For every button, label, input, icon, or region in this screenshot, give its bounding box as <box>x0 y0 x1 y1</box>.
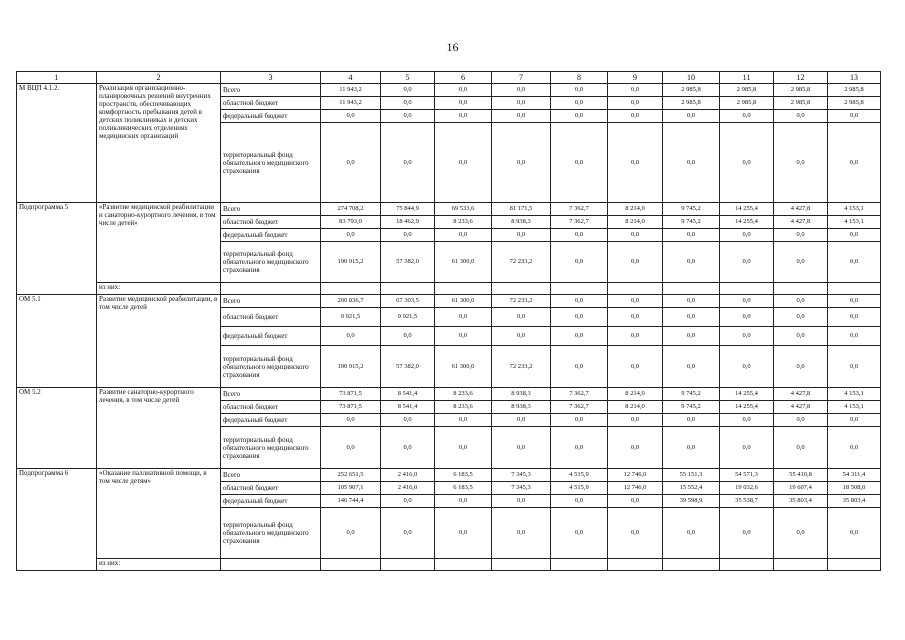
amount-cell: 0,0 <box>720 346 774 388</box>
funding-source: областной бюджет <box>221 482 321 495</box>
amount-cell: 0,0 <box>321 327 381 346</box>
amount-cell: 7 362,7 <box>551 388 608 401</box>
empty-cell <box>321 283 381 295</box>
amount-cell: 0,0 <box>551 414 608 427</box>
amount-cell: 2 985,8 <box>774 84 828 97</box>
program-code: Подпрограмма 5 <box>17 203 97 295</box>
empty-cell <box>608 559 663 571</box>
amount-cell: 105 907,1 <box>321 482 381 495</box>
amount-cell: 73 871,5 <box>321 388 381 401</box>
amount-cell: 61 300,0 <box>435 346 492 388</box>
funding-source: территориальный фонд обязательного медицинского страхования <box>221 427 321 469</box>
amount-cell: 0,0 <box>321 427 381 469</box>
amount-cell: 0,0 <box>435 414 492 427</box>
amount-cell: 14 255,4 <box>720 388 774 401</box>
amount-cell: 4 153,1 <box>828 203 881 216</box>
amount-cell: 0,0 <box>774 123 828 203</box>
empty-cell <box>720 283 774 295</box>
amount-cell: 35 803,4 <box>828 495 881 508</box>
empty-cell <box>435 559 492 571</box>
amount-cell: 0,0 <box>608 495 663 508</box>
amount-cell: 7 345,3 <box>492 482 551 495</box>
amount-cell: 39 598,9 <box>663 495 720 508</box>
amount-cell: 146 744,4 <box>321 495 381 508</box>
amount-cell: 0,0 <box>663 508 720 559</box>
empty-cell <box>492 559 551 571</box>
amount-cell: 0,0 <box>551 123 608 203</box>
amount-cell: 2 416,0 <box>381 469 435 482</box>
amount-cell: 0,0 <box>774 427 828 469</box>
amount-cell: 4 153,1 <box>828 216 881 229</box>
amount-cell: 57 382,0 <box>381 346 435 388</box>
amount-cell: 0,0 <box>663 346 720 388</box>
empty-cell <box>492 283 551 295</box>
amount-cell: 54 311,4 <box>828 469 881 482</box>
program-name: «Развитие медицинской реабилитации и санаторно-курортного лечения, в том числе детей» <box>97 203 221 283</box>
column-header: 3 <box>221 72 321 84</box>
amount-cell: 19 607,4 <box>774 482 828 495</box>
funding-source: областной бюджет <box>221 308 321 327</box>
amount-cell: 4 427,8 <box>774 401 828 414</box>
amount-cell: 0,0 <box>608 508 663 559</box>
amount-cell: 0,0 <box>435 495 492 508</box>
empty-cell <box>720 559 774 571</box>
funding-source: Всего <box>221 203 321 216</box>
amount-cell: 2 985,8 <box>774 97 828 110</box>
amount-cell: 0,0 <box>663 229 720 242</box>
amount-cell: 8 233,6 <box>435 388 492 401</box>
amount-cell: 8 541,4 <box>381 388 435 401</box>
amount-cell: 4 427,8 <box>774 388 828 401</box>
amount-cell: 0,0 <box>492 508 551 559</box>
funding-source: областной бюджет <box>221 97 321 110</box>
amount-cell: 54 571,3 <box>720 469 774 482</box>
amount-cell: 0,0 <box>663 308 720 327</box>
funding-source: федеральный бюджет <box>221 110 321 123</box>
empty-cell <box>774 559 828 571</box>
amount-cell: 9 921,5 <box>381 308 435 327</box>
amount-cell: 0,0 <box>828 508 881 559</box>
amount-cell: 0,0 <box>774 508 828 559</box>
amount-cell: 9 921,5 <box>321 308 381 327</box>
empty-cell <box>381 559 435 571</box>
amount-cell: 0,0 <box>435 229 492 242</box>
funding-source: Всего <box>221 84 321 97</box>
amount-cell: 0,0 <box>828 123 881 203</box>
amount-cell: 0,0 <box>381 110 435 123</box>
amount-cell: 12 746,0 <box>608 469 663 482</box>
amount-cell: 274 708,2 <box>321 203 381 216</box>
amount-cell: 0,0 <box>551 229 608 242</box>
amount-cell: 252 651,5 <box>321 469 381 482</box>
empty-cell <box>381 283 435 295</box>
amount-cell: 2 416,0 <box>381 482 435 495</box>
amount-cell: 0,0 <box>828 110 881 123</box>
amount-cell: 2 985,8 <box>828 84 881 97</box>
amount-cell: 14 255,4 <box>720 203 774 216</box>
amount-cell: 0,0 <box>608 427 663 469</box>
amount-cell: 7 362,7 <box>551 401 608 414</box>
amount-cell: 72 233,2 <box>492 295 551 308</box>
amount-cell: 0,0 <box>608 327 663 346</box>
amount-cell: 0,0 <box>492 229 551 242</box>
funding-source: областной бюджет <box>221 401 321 414</box>
amount-cell: 0,0 <box>551 495 608 508</box>
amount-cell: 67 303,5 <box>381 295 435 308</box>
amount-cell: 0,0 <box>720 229 774 242</box>
amount-cell: 7 362,7 <box>551 203 608 216</box>
column-header: 2 <box>97 72 221 84</box>
program-name: Реализация организационно-планировочных решений внутренних пространств, обеспечивающих комфортность пребывания детей в детских поликлиниках и детских поликлинических отделениях медицинских организаций <box>97 84 221 203</box>
empty-cell <box>774 283 828 295</box>
amount-cell: 0,0 <box>435 508 492 559</box>
amount-cell: 0,0 <box>720 427 774 469</box>
amount-cell: 0,0 <box>663 123 720 203</box>
amount-cell: 0,0 <box>492 123 551 203</box>
column-header: 13 <box>828 72 881 84</box>
amount-cell: 8 214,0 <box>608 401 663 414</box>
program-name: Развитие медицинской реабилитации, в том числе детей <box>97 295 221 388</box>
amount-cell: 0,0 <box>608 308 663 327</box>
amount-cell: 0,0 <box>381 495 435 508</box>
amount-cell: 0,0 <box>551 327 608 346</box>
amount-cell: 0,0 <box>608 229 663 242</box>
funding-source: федеральный бюджет <box>221 229 321 242</box>
amount-cell: 0,0 <box>381 427 435 469</box>
amount-cell: 0,0 <box>381 123 435 203</box>
amount-cell: 0,0 <box>608 97 663 110</box>
funding-source: территориальный фонд обязательного медицинского страхования <box>221 242 321 283</box>
amount-cell: 0,0 <box>828 346 881 388</box>
amount-cell: 0,0 <box>551 508 608 559</box>
funding-source: федеральный бюджет <box>221 495 321 508</box>
amount-cell: 2 985,8 <box>720 97 774 110</box>
amount-cell: 0,0 <box>492 327 551 346</box>
amount-cell: 4 515,9 <box>551 469 608 482</box>
table-row <box>17 388 881 401</box>
amount-cell: 9 745,2 <box>663 216 720 229</box>
amount-cell: 81 171,5 <box>492 203 551 216</box>
funding-source: территориальный фонд обязательного медицинского страхования <box>221 346 321 388</box>
amount-cell: 4 515,9 <box>551 482 608 495</box>
amount-cell: 0,0 <box>608 123 663 203</box>
amount-cell: 0,0 <box>663 427 720 469</box>
amount-cell: 0,0 <box>551 242 608 283</box>
amount-cell: 2 985,8 <box>828 97 881 110</box>
empty-cell <box>221 283 321 295</box>
amount-cell: 0,0 <box>608 242 663 283</box>
amount-cell: 0,0 <box>381 327 435 346</box>
amount-cell: 4 427,8 <box>774 203 828 216</box>
amount-cell: 61 300,0 <box>435 242 492 283</box>
amount-cell: 0,0 <box>551 84 608 97</box>
amount-cell: 0,0 <box>381 414 435 427</box>
empty-cell <box>435 283 492 295</box>
amount-cell: 4 153,1 <box>828 401 881 414</box>
empty-cell <box>551 559 608 571</box>
empty-cell <box>663 283 720 295</box>
column-header: 12 <box>774 72 828 84</box>
funding-source: федеральный бюджет <box>221 327 321 346</box>
note-row <box>17 283 881 295</box>
amount-cell: 18 462,9 <box>381 216 435 229</box>
amount-cell: 0,0 <box>321 110 381 123</box>
amount-cell: 0,0 <box>435 84 492 97</box>
amount-cell: 4 153,1 <box>828 388 881 401</box>
table-row <box>17 203 881 216</box>
amount-cell: 15 552,4 <box>663 482 720 495</box>
amount-cell: 14 255,4 <box>720 216 774 229</box>
column-header: 6 <box>435 72 492 84</box>
header-row <box>17 72 881 84</box>
amount-cell: 0,0 <box>381 229 435 242</box>
amount-cell: 0,0 <box>551 110 608 123</box>
amount-cell: 0,0 <box>435 123 492 203</box>
amount-cell: 0,0 <box>608 110 663 123</box>
column-header: 5 <box>381 72 435 84</box>
amount-cell: 0,0 <box>608 346 663 388</box>
amount-cell: 0,0 <box>492 110 551 123</box>
amount-cell: 0,0 <box>492 414 551 427</box>
amount-cell: 0,0 <box>663 327 720 346</box>
amount-cell: 8 233,6 <box>435 401 492 414</box>
amount-cell: 0,0 <box>381 84 435 97</box>
amount-cell: 6 183,5 <box>435 482 492 495</box>
amount-cell: 8 938,3 <box>492 401 551 414</box>
amount-cell: 11 943,2 <box>321 84 381 97</box>
table-row <box>17 469 881 482</box>
amount-cell: 0,0 <box>774 327 828 346</box>
amount-cell: 0,0 <box>720 123 774 203</box>
amount-cell: 0,0 <box>828 414 881 427</box>
amount-cell: 0,0 <box>321 414 381 427</box>
amount-cell: 190 915,2 <box>321 346 381 388</box>
budget-table <box>16 71 881 571</box>
amount-cell: 18 508,0 <box>828 482 881 495</box>
amount-cell: 0,0 <box>321 229 381 242</box>
column-header: 4 <box>321 72 381 84</box>
amount-cell: 7 345,3 <box>492 469 551 482</box>
amount-cell: 11 943,2 <box>321 97 381 110</box>
amount-cell: 0,0 <box>608 84 663 97</box>
amount-cell: 0,0 <box>492 84 551 97</box>
amount-cell: 0,0 <box>828 242 881 283</box>
funding-source: территориальный фонд обязательного медицинского страхования <box>221 123 321 203</box>
amount-cell: 83 793,0 <box>321 216 381 229</box>
amount-cell: 0,0 <box>381 508 435 559</box>
amount-cell: 0,0 <box>720 508 774 559</box>
amount-cell: 73 871,5 <box>321 401 381 414</box>
amount-cell: 0,0 <box>774 110 828 123</box>
amount-cell: 0,0 <box>774 242 828 283</box>
amount-cell: 0,0 <box>720 327 774 346</box>
amount-cell: 2 985,8 <box>663 97 720 110</box>
amount-cell: 0,0 <box>435 97 492 110</box>
amount-cell: 0,0 <box>774 229 828 242</box>
amount-cell: 0,0 <box>663 110 720 123</box>
empty-cell <box>221 559 321 571</box>
amount-cell: 0,0 <box>551 295 608 308</box>
amount-cell: 0,0 <box>720 242 774 283</box>
amount-cell: 0,0 <box>663 414 720 427</box>
amount-cell: 0,0 <box>551 427 608 469</box>
amount-cell: 0,0 <box>492 97 551 110</box>
program-code: ОМ 5.2 <box>17 388 97 469</box>
amount-cell: 0,0 <box>435 327 492 346</box>
amount-cell: 72 233,2 <box>492 346 551 388</box>
amount-cell: 0,0 <box>492 495 551 508</box>
amount-cell: 0,0 <box>720 295 774 308</box>
note-row <box>17 559 881 571</box>
amount-cell: 0,0 <box>492 308 551 327</box>
amount-cell: 61 300,0 <box>435 295 492 308</box>
amount-cell: 57 382,0 <box>381 242 435 283</box>
empty-cell <box>663 559 720 571</box>
amount-cell: 0,0 <box>321 508 381 559</box>
amount-cell: 0,0 <box>551 308 608 327</box>
amount-cell: 9 745,2 <box>663 203 720 216</box>
amount-cell: 4 427,8 <box>774 216 828 229</box>
amount-cell: 0,0 <box>774 414 828 427</box>
amount-cell: 0,0 <box>381 97 435 110</box>
amount-cell: 8 214,0 <box>608 203 663 216</box>
amount-cell: 6 183,5 <box>435 469 492 482</box>
amount-cell: 0,0 <box>720 308 774 327</box>
amount-cell: 0,0 <box>828 327 881 346</box>
amount-cell: 9 745,2 <box>663 388 720 401</box>
page-number: 16 <box>446 40 459 54</box>
amount-cell: 0,0 <box>720 110 774 123</box>
amount-cell: 0,0 <box>828 308 881 327</box>
amount-cell: 200 836,7 <box>321 295 381 308</box>
funding-source: областной бюджет <box>221 216 321 229</box>
amount-cell: 2 985,8 <box>720 84 774 97</box>
amount-cell: 0,0 <box>774 308 828 327</box>
column-header: 9 <box>608 72 663 84</box>
empty-cell <box>551 283 608 295</box>
program-name: Развитие санаторно-курортного лечения, в том числе детей <box>97 388 221 469</box>
amount-cell: 35 538,7 <box>720 495 774 508</box>
amount-cell: 0,0 <box>828 427 881 469</box>
amount-cell: 0,0 <box>551 97 608 110</box>
amount-cell: 0,0 <box>663 295 720 308</box>
program-name: «Оказание паллиативной помощи, в том числе детям» <box>97 469 221 559</box>
funding-source: территориальный фонд обязательного медицинского страхования <box>221 508 321 559</box>
amount-cell: 9 745,2 <box>663 401 720 414</box>
amount-cell: 0,0 <box>774 295 828 308</box>
amount-cell: 12 746,0 <box>608 482 663 495</box>
note-label: из них: <box>97 283 221 295</box>
column-header: 11 <box>720 72 774 84</box>
column-header: 10 <box>663 72 720 84</box>
empty-cell <box>321 559 381 571</box>
funding-source: федеральный бюджет <box>221 414 321 427</box>
amount-cell: 69 533,6 <box>435 203 492 216</box>
table-row <box>17 84 881 97</box>
amount-cell: 8 214,0 <box>608 388 663 401</box>
amount-cell: 8 938,3 <box>492 388 551 401</box>
amount-cell: 8 233,6 <box>435 216 492 229</box>
amount-cell: 8 541,4 <box>381 401 435 414</box>
amount-cell: 0,0 <box>828 295 881 308</box>
amount-cell: 8 938,3 <box>492 216 551 229</box>
amount-cell: 0,0 <box>435 308 492 327</box>
amount-cell: 0,0 <box>492 427 551 469</box>
amount-cell: 0,0 <box>608 295 663 308</box>
amount-cell: 2 985,8 <box>663 84 720 97</box>
amount-cell: 55 151,3 <box>663 469 720 482</box>
table-row <box>17 295 881 308</box>
amount-cell: 55 410,8 <box>774 469 828 482</box>
amount-cell: 7 362,7 <box>551 216 608 229</box>
funding-source: Всего <box>221 469 321 482</box>
amount-cell: 0,0 <box>321 123 381 203</box>
funding-source: Всего <box>221 388 321 401</box>
column-header: 7 <box>492 72 551 84</box>
amount-cell: 0,0 <box>551 346 608 388</box>
amount-cell: 8 214,0 <box>608 216 663 229</box>
column-header: 8 <box>551 72 608 84</box>
amount-cell: 190 915,2 <box>321 242 381 283</box>
program-code: Подпрограмма 6 <box>17 469 97 571</box>
program-code: ОМ 5.1 <box>17 295 97 388</box>
column-header: 1 <box>17 72 97 84</box>
amount-cell: 0,0 <box>663 242 720 283</box>
amount-cell: 0,0 <box>720 414 774 427</box>
amount-cell: 75 844,9 <box>381 203 435 216</box>
empty-cell <box>828 283 881 295</box>
empty-cell <box>608 283 663 295</box>
amount-cell: 0,0 <box>435 110 492 123</box>
note-label: из них: <box>97 559 221 571</box>
amount-cell: 0,0 <box>435 427 492 469</box>
amount-cell: 0,0 <box>828 229 881 242</box>
program-code: М ВЦП 4.1.2. <box>17 84 97 203</box>
amount-cell: 14 255,4 <box>720 401 774 414</box>
amount-cell: 0,0 <box>608 414 663 427</box>
amount-cell: 0,0 <box>774 346 828 388</box>
amount-cell: 35 803,4 <box>774 495 828 508</box>
funding-source: Всего <box>221 295 321 308</box>
amount-cell: 72 233,2 <box>492 242 551 283</box>
amount-cell: 19 032,6 <box>720 482 774 495</box>
empty-cell <box>828 559 881 571</box>
